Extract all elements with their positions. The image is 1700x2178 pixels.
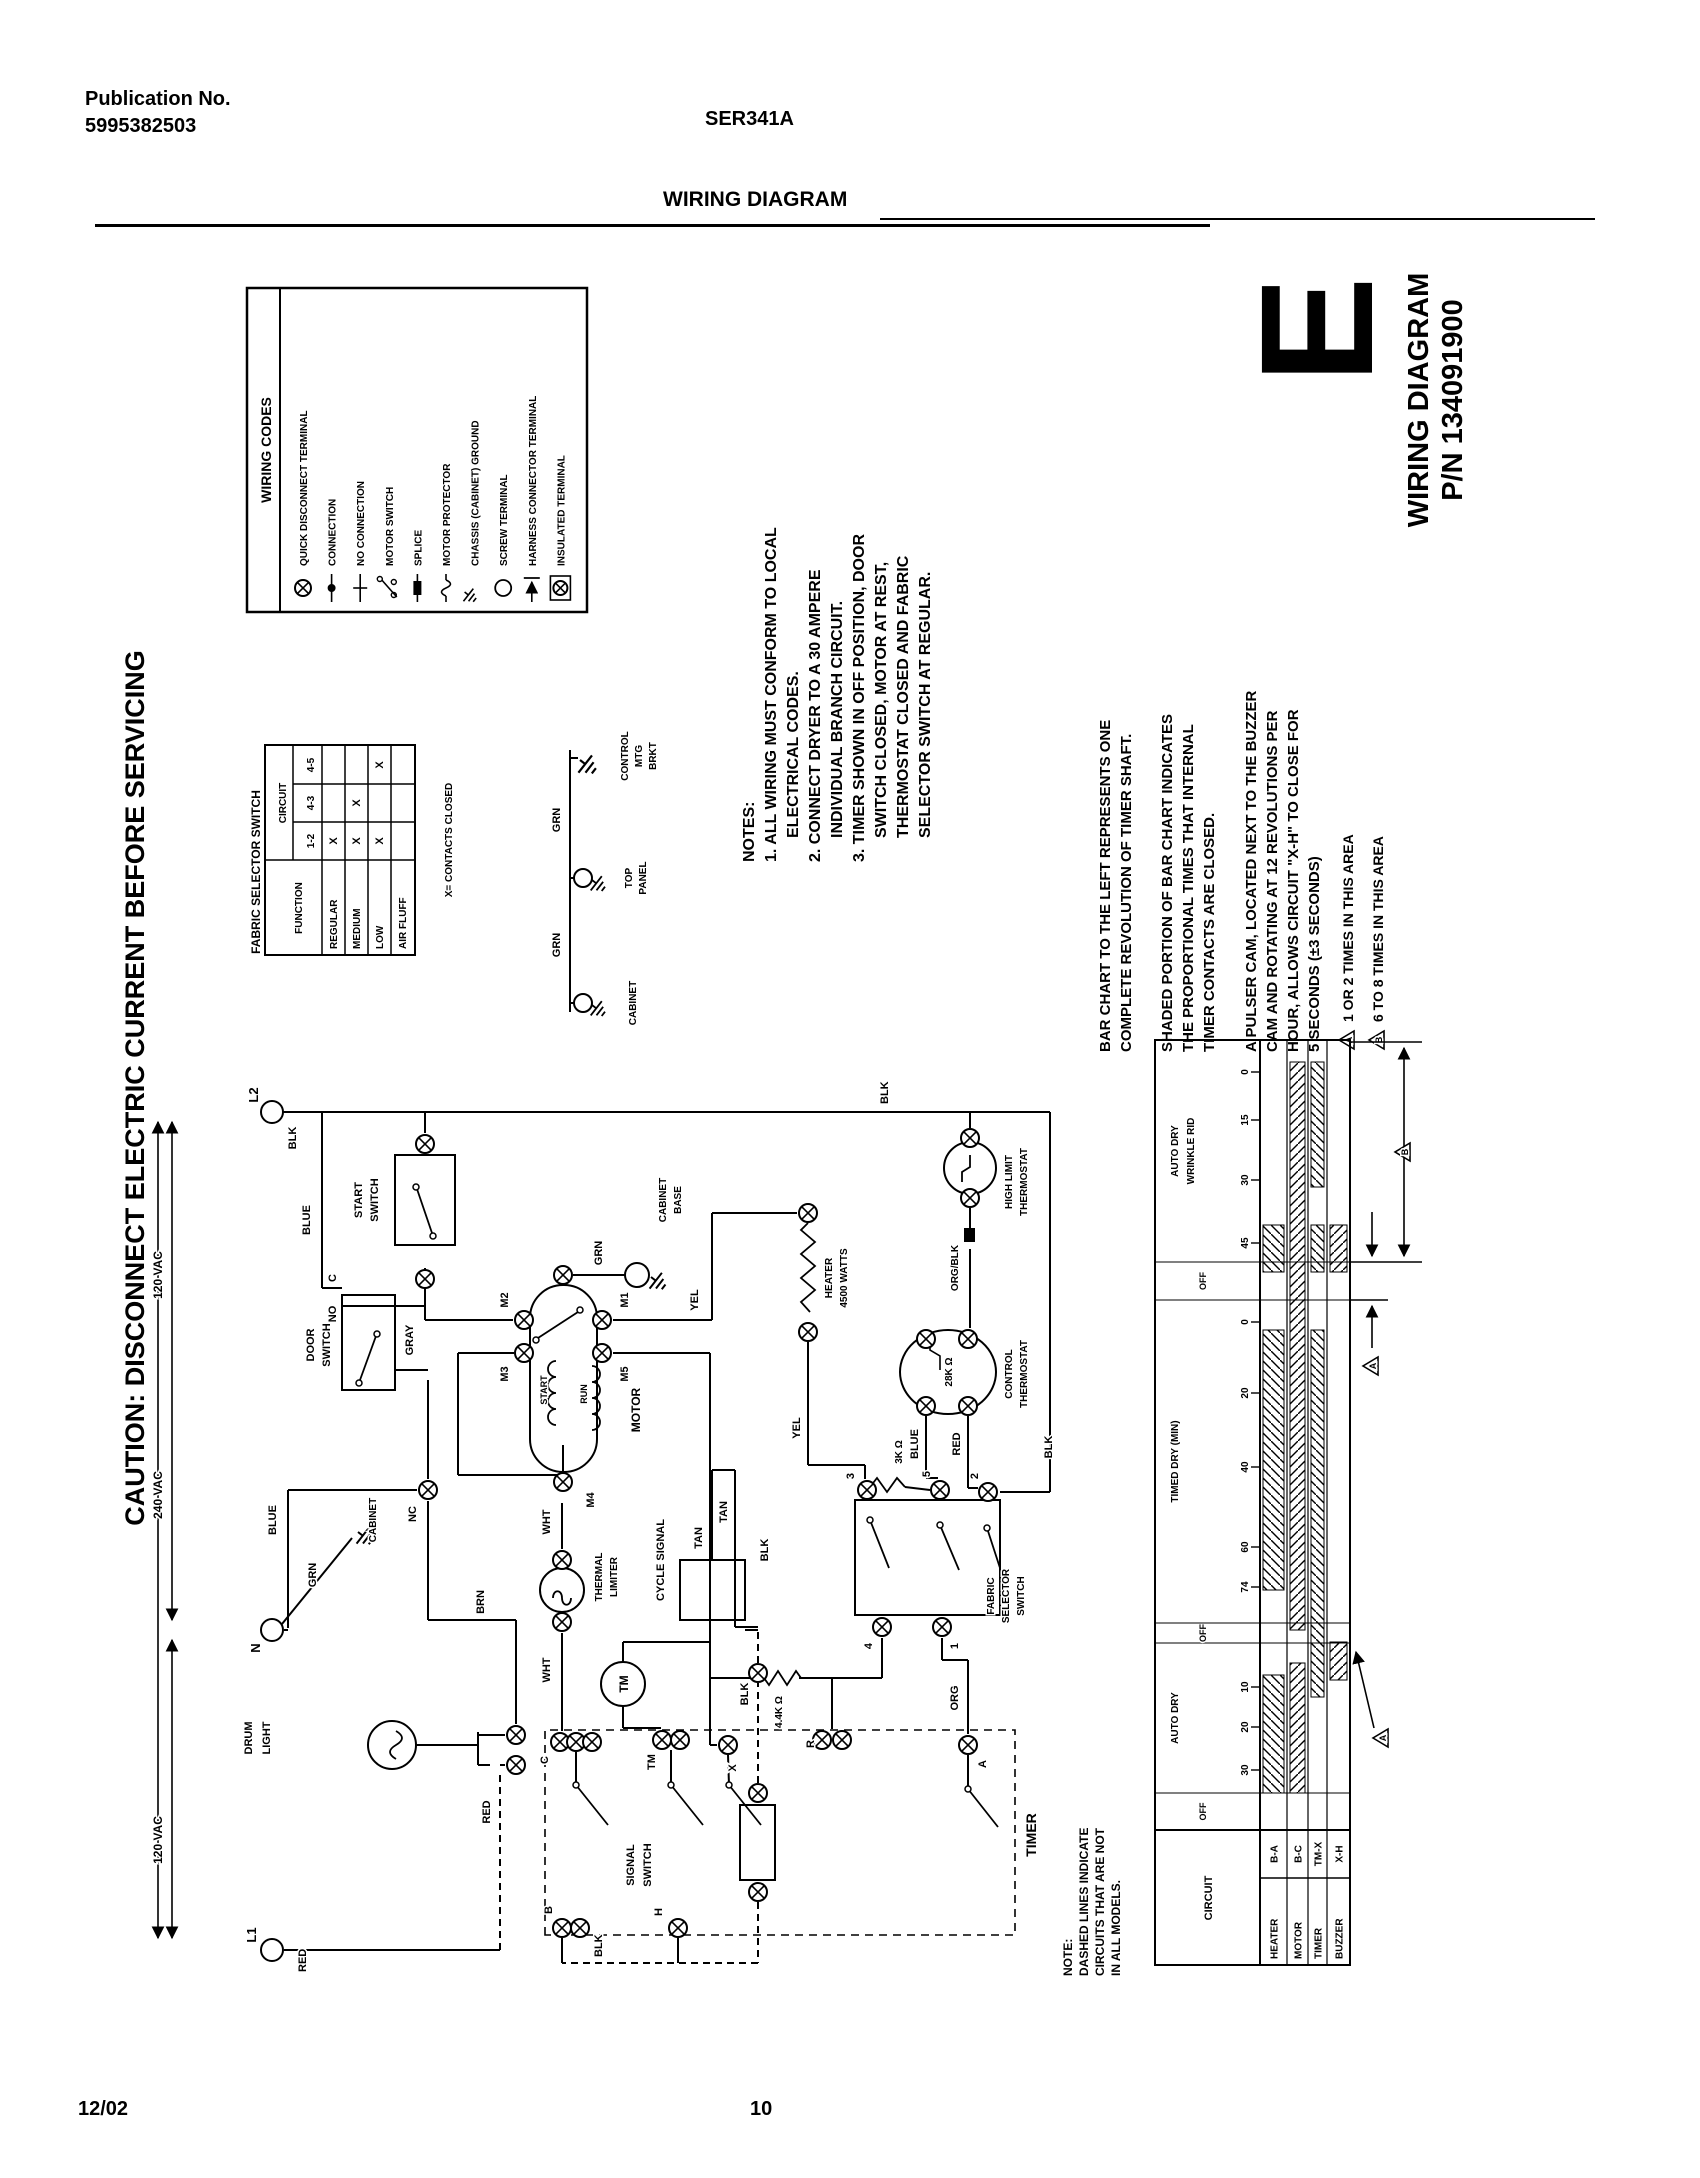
insulated-terminal-icon (550, 576, 570, 600)
fabric-table-row-label: REGULAR (329, 899, 340, 949)
schematic-label: 4.4K Ω (774, 1696, 785, 1728)
schematic-label: X (727, 1764, 739, 1772)
header-rule-main (95, 224, 1210, 227)
schematic-label: TM (617, 1675, 631, 1693)
schematic-label: L1 (244, 1927, 259, 1943)
chart-tick-label: 60 (1240, 1541, 1251, 1553)
wiring-codes-legend (247, 273, 1469, 1976)
cycle-signal-symbol (680, 1560, 767, 1682)
fabric-table-mark: X (351, 799, 363, 807)
chart-row-circuit: X-H (1334, 1845, 1346, 1863)
schematic-label: 3K Ω (894, 1440, 905, 1464)
chart-section-label: AUTO DRY (1170, 1692, 1181, 1744)
brand-logo-e: E (1227, 276, 1406, 384)
notes-line: NOTES: (741, 801, 758, 862)
schematic-label: SWITCH (369, 1178, 381, 1222)
chart-row-name: TIMER (1313, 1927, 1325, 1959)
fabric-table-circuit-tick: 4-3 (306, 795, 317, 811)
schematic-label: DRUM (243, 1721, 255, 1755)
schematic-label: A (977, 1760, 989, 1768)
thermal-limiter-symbol (540, 1551, 584, 1631)
motor-protector-icon (442, 574, 451, 602)
schematic-label: LIGHT (261, 1721, 273, 1755)
chart-bar-segment (1290, 1663, 1305, 1793)
schematic-label: M5 (619, 1366, 631, 1382)
schematic-label: CABINET (368, 1497, 379, 1543)
schematic-label: ORG (949, 1685, 961, 1711)
rotated-diagram-container (110, 230, 1500, 1990)
chart-bar-segment (1311, 1225, 1324, 1272)
fabric-table-title: FABRIC SELECTOR SWITCH (249, 790, 263, 954)
ground-chain (573, 751, 609, 1021)
wiring-diagram-art (110, 230, 1500, 1990)
fabric-table-row-label: AIR FLUFF (398, 897, 409, 949)
footer-date: 12/02 (78, 2098, 129, 2120)
schematic-label: YEL (689, 1289, 701, 1311)
barchart-paragraph: 5 SECONDS (±3 SECONDS) (1306, 856, 1323, 1052)
chart-section-label: AUTO DRY (1170, 1125, 1181, 1177)
schematic-label: BLK (593, 1934, 605, 1957)
chart-tick-label: 10 (1240, 1681, 1251, 1693)
schematic-label: B (543, 1906, 555, 1914)
timer-block (545, 1730, 1015, 1937)
notes-line: INDIVIDUAL BRANCH CIRCUIT. (829, 600, 846, 838)
fabric-table-mark: X (328, 837, 340, 845)
schematic-label: TAN (718, 1501, 730, 1523)
header-rule-secondary (880, 218, 1595, 220)
schematic-label: NC (407, 1506, 419, 1522)
schematic-label: CYCLE SIGNAL (655, 1519, 667, 1601)
schematic-label: SWITCH (642, 1843, 654, 1887)
footer-page-number: 10 (750, 2098, 773, 2120)
wiring-code-label: SPLICE (413, 529, 425, 566)
chart-tick-label: 20 (1240, 1387, 1251, 1399)
schematic-label: H (653, 1908, 665, 1916)
schematic-label: 4 (863, 1642, 875, 1650)
chart-tick-label: 0 (1240, 1319, 1251, 1325)
schematic-label: TIMER (1023, 1813, 1039, 1857)
schematic-label: GRAY (404, 1324, 416, 1356)
wiring-code-label: INSULATED TERMINAL (556, 455, 568, 566)
schematic-label: GRN (551, 932, 563, 958)
wiring-code-label: MOTOR PROTECTOR (442, 463, 453, 566)
marker-letter: A (1378, 1734, 1388, 1742)
schematic-label: LIMITER (609, 1557, 620, 1597)
fabric-table-note: X= CONTACTS CLOSED (444, 782, 455, 898)
fabric-selector-table (265, 745, 415, 955)
wiring-code-label: QUICK DISCONNECT TERMINAL (299, 410, 310, 566)
screw-terminal-icon (495, 580, 511, 596)
schematic-label: M4 (585, 1492, 597, 1508)
schematic-label: BRKT (648, 742, 659, 770)
fabric-table-circuit-tick: 1-2 (306, 833, 317, 849)
model-number: SER341A (705, 108, 794, 130)
schematic-label: YEL (791, 1417, 803, 1439)
schematic-label: HEATER (824, 1257, 835, 1299)
barchart-paragraph: COMPLETE REVOLUTION OF TIMER SHAFT. (1118, 733, 1135, 1052)
drum-light-symbol (368, 1721, 525, 1774)
schematic-label: M1 (619, 1292, 631, 1308)
chart-row-name: MOTOR (1293, 1921, 1305, 1959)
marker-letter: A (1368, 1362, 1378, 1370)
chart-tick-label: 74 (1240, 1581, 1251, 1593)
schematic-label: 120 VAC (151, 1251, 165, 1299)
notes-line: SELECTOR SWITCH AT REGULAR. (917, 571, 934, 838)
schematic-label: CONTROL (1004, 1349, 1015, 1399)
fabric-table-row-label: LOW (375, 925, 386, 949)
schematic-label: N (248, 1643, 263, 1653)
chart-tick-label: 15 (1240, 1114, 1251, 1126)
cabinet-base-ground-icon (625, 1263, 670, 1295)
schematic-label: 2 (969, 1472, 981, 1480)
schematic-label: 120 VAC (151, 1816, 165, 1864)
schematic-label: GRN (593, 1240, 605, 1266)
schematic-label: BRN (475, 1590, 487, 1614)
schematic-label: 1 (949, 1642, 961, 1650)
schematic-label: BASE (673, 1186, 684, 1214)
chart-bar-segment (1311, 1330, 1324, 1697)
chart-row-circuit: B-A (1269, 1845, 1281, 1863)
schematic-label: START (353, 1182, 365, 1218)
schematic-label: SWITCH (321, 1323, 333, 1367)
schematic-label: 4500 WATTS (839, 1248, 850, 1308)
marker-letter: B (1374, 1036, 1384, 1044)
schematic-label: MOTOR (629, 1387, 643, 1433)
wiring-code-label: CONNECTION (327, 498, 339, 566)
schematic-label: C (327, 1274, 339, 1282)
splice-icon (413, 574, 421, 602)
chart-bar-segment (1330, 1225, 1347, 1272)
motor-switch-icon (377, 577, 397, 598)
schematic-label: C (539, 1756, 551, 1764)
schematic-label: BLUE (267, 1505, 279, 1535)
schematic-label: 3 (845, 1472, 857, 1480)
chart-section-label: OFF (1198, 1272, 1208, 1290)
notes-line: 3. TIMER SHOWN IN OFF POSITION, DOOR (851, 533, 868, 862)
chart-row-circuit: TM-X (1313, 1841, 1325, 1867)
schematic-label: TOP (624, 867, 635, 889)
wiring-code-label: NO CONNECTION (356, 481, 368, 566)
pn-number: P/N 134091900 (1437, 299, 1469, 501)
schematic-label: BLUE (301, 1205, 313, 1235)
schematic-label: SIGNAL (625, 1844, 637, 1886)
resistor-4-4k (764, 1671, 801, 1685)
schematic-label: TAN (693, 1527, 705, 1549)
marker-letter: A (1344, 1036, 1354, 1044)
barchart-paragraph: THE PROPORTIONAL TIMES THAT INTERNAL (1180, 724, 1197, 1052)
generated-diagram-content (120, 273, 1469, 1976)
barchart-paragraph: A PULSER CAM, LOCATED NEXT TO THE BUZZER (1243, 690, 1260, 1052)
chart-tick-label: 40 (1240, 1461, 1251, 1473)
schematic-label: BLK (759, 1538, 771, 1562)
chart-tick-label: 45 (1240, 1237, 1251, 1249)
fabric-selector-switch-symbol (855, 1481, 1000, 1636)
schematic-label: WHT (541, 1509, 553, 1535)
fabric-table-mark: X (374, 837, 386, 845)
timer-note-line: CIRCUITS THAT ARE NOT (1093, 1828, 1107, 1976)
chart-tick-label: 0 (1240, 1069, 1251, 1075)
schematic-label: M3 (499, 1366, 511, 1382)
connection-icon (328, 574, 335, 602)
schematic-label: 28K Ω (944, 1357, 955, 1387)
note-b: 6 TO 8 TIMES IN THIS AREA (1370, 836, 1386, 1022)
schematic-label: 240 VAC (151, 1471, 165, 1519)
notes-line: ELECTRICAL CODES. (785, 671, 802, 838)
pn-title: WIRING DIAGRAM (1403, 272, 1435, 528)
schematic-label: FABRIC (986, 1577, 997, 1615)
schematic-label: BLK (1043, 1435, 1055, 1459)
door-switch-symbol (342, 1295, 437, 1499)
schematic-label: CABINET (628, 980, 639, 1026)
notes-line: SWITCH CLOSED, MOTOR AT REST, (873, 561, 890, 838)
schematic-label: RED (481, 1800, 493, 1824)
schematic-label: GRN (551, 807, 563, 833)
chart-bar-segment (1263, 1675, 1284, 1793)
fabric-table-mark: X (351, 837, 363, 845)
schematic-label: M2 (499, 1292, 511, 1308)
barchart-paragraph: HOUR, ALLOWS CIRCUIT "X-H" TO CLOSE FOR (1285, 709, 1302, 1052)
schematic-label: BLK (287, 1126, 299, 1150)
fabric-table-circuit-header: CIRCUIT (278, 782, 289, 824)
chart-section-label: OFF (1198, 1624, 1208, 1642)
timer-note-line: DASHED LINES INDICATE (1077, 1827, 1091, 1976)
schematic-label: NO (327, 1305, 339, 1323)
schematic-label: THERMOSTAT (1019, 1148, 1030, 1216)
schematic-label: THERMOSTAT (1019, 1340, 1030, 1408)
schematic-label: 5 (921, 1470, 933, 1478)
chart-circuit-header: CIRCUIT (1203, 1875, 1215, 1921)
schematic-label: RED (951, 1432, 963, 1456)
schematic-label: R (805, 1740, 817, 1748)
schematic-label: ORG/BLK (950, 1244, 961, 1292)
chart-dimension-markers (1350, 1042, 1422, 1728)
schematic-label: BLK (739, 1682, 751, 1706)
chart-bar-segment (1290, 1062, 1305, 1630)
schematic-label: SELECTOR (1001, 1568, 1012, 1624)
chart-row-name: HEATER (1269, 1918, 1281, 1959)
schematic-label: HIGH LIMIT (1004, 1155, 1015, 1209)
schematic-label: L2 (246, 1087, 261, 1103)
chart-tick-label: 20 (1240, 1721, 1251, 1733)
note-a: 1 OR 2 TIMES IN THIS AREA (1340, 834, 1356, 1022)
chart-section-label: WRINKLE RID (1186, 1117, 1197, 1185)
schematic-label: START (539, 1375, 549, 1405)
chart-row-circuit: B-C (1293, 1845, 1305, 1863)
wiring-code-label: HARNESS CONNECTOR TERMINAL (527, 395, 539, 566)
marker-letter: B (1400, 1148, 1410, 1156)
schematic-label: RED (297, 1948, 309, 1972)
schematic-label: RUN (579, 1384, 589, 1404)
chassis-ground-icon (460, 586, 480, 606)
notes-line: THERMOSTAT CLOSED AND FABRIC (895, 555, 912, 838)
wiring-codes-title: WIRING CODES (258, 397, 274, 503)
wiring-code-label: SCREW TERMINAL (499, 474, 511, 566)
chart-tick-label: 30 (1240, 1174, 1251, 1186)
fabric-table-circuit-tick: 4-5 (306, 757, 317, 773)
schematic-label: SWITCH (1016, 1576, 1027, 1616)
schematic-label: BLK (879, 1081, 891, 1104)
signal-switch-symbol (740, 1784, 775, 1901)
publication-number: 5995382503 (85, 115, 197, 137)
schematic-label: GRN (307, 1562, 319, 1588)
harness-connector-icon (524, 578, 540, 602)
chart-bar-segment (1263, 1330, 1284, 1590)
schematic-label: DOOR (305, 1328, 317, 1362)
schematic-label: MTG (634, 744, 645, 768)
chart-row-name: BUZZER (1334, 1918, 1346, 1959)
chart-bar-segment (1263, 1225, 1284, 1272)
chart-tick-label: 30 (1240, 1764, 1251, 1776)
fabric-table-function-header: FUNCTION (294, 882, 305, 934)
schematic-label: WHT (541, 1657, 553, 1683)
page-title: WIRING DIAGRAM (663, 188, 848, 211)
timer-note-line: IN ALL MODELS. (1109, 1880, 1123, 1976)
wiring-code-label: MOTOR SWITCH (384, 486, 396, 566)
fabric-table-row-label: MEDIUM (352, 908, 363, 949)
schematic-label: TM (646, 1754, 658, 1770)
schematic-label: BLUE (909, 1429, 921, 1459)
schematic-label: THERMAL (594, 1552, 605, 1602)
schematic-label: CABINET (658, 1177, 669, 1223)
notes-line: 1. ALL WIRING MUST CONFORM TO LOCAL (763, 527, 780, 862)
barchart-paragraph: CAM AND ROTATING AT 12 REVOLUTIONS PER (1264, 710, 1281, 1052)
heater-symbol (799, 1204, 817, 1341)
caution-heading: CAUTION: DISCONNECT ELECTRIC CURRENT BEFORE SERVICING (120, 650, 150, 1526)
schematic-label: CONTROL (620, 731, 631, 781)
barchart-paragraph: SHADED PORTION OF BAR CHART INDICATES (1159, 713, 1176, 1052)
timer-note-line: NOTE: (1061, 1938, 1075, 1976)
chart-section-label: OFF (1198, 1802, 1208, 1821)
publication-label: Publication No. (85, 88, 231, 110)
chart-bar-segment (1311, 1062, 1324, 1187)
barchart-paragraph: TIMER CONTACTS ARE CLOSED. (1201, 812, 1218, 1052)
no-connection-icon (353, 574, 367, 602)
fabric-table-mark: X (374, 761, 386, 769)
schematic-label: PANEL (638, 861, 649, 895)
barchart-paragraph: BAR CHART TO THE LEFT REPRESENTS ONE (1097, 719, 1114, 1052)
notes-line: 2. CONNECT DRYER TO A 30 AMPERE (807, 569, 824, 862)
wiring-code-label: CHASSIS (CABINET) GROUND (470, 420, 482, 566)
chart-bar-segment (1330, 1642, 1347, 1680)
quick-disconnect-terminal-icon (295, 580, 311, 596)
chart-section-label: TIMED DRY (MIN) (1170, 1420, 1181, 1503)
